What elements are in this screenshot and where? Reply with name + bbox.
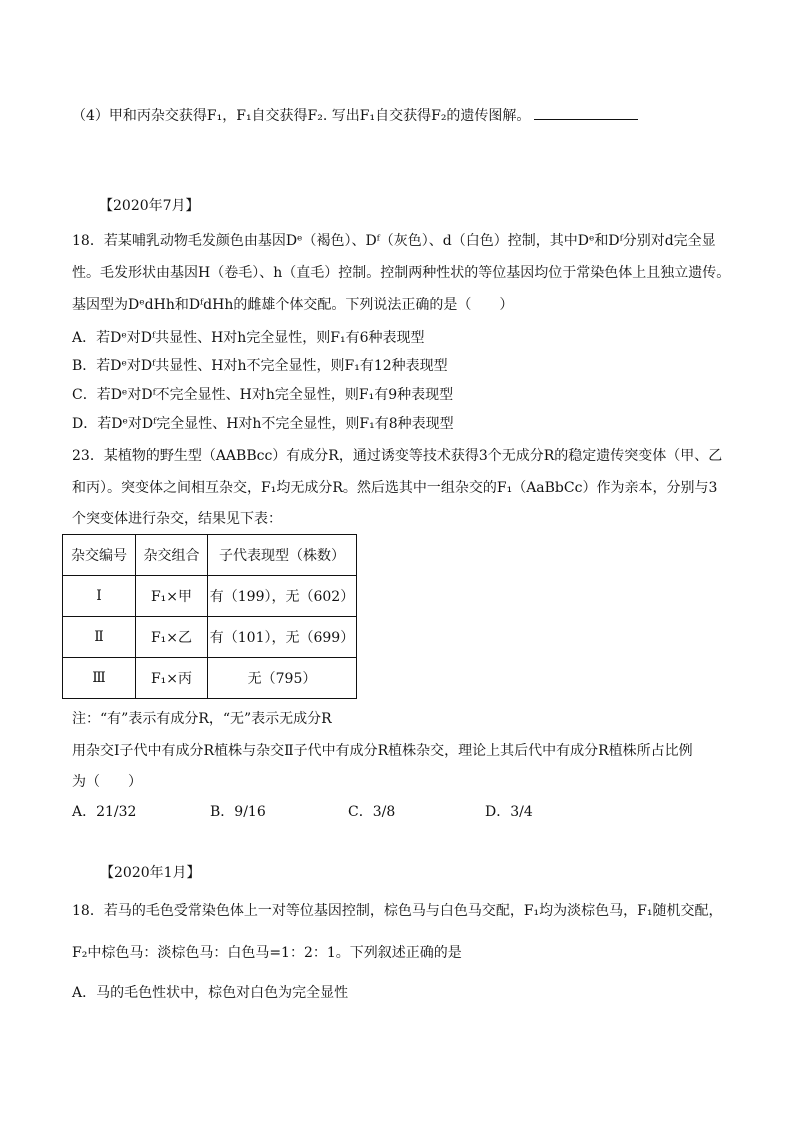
q18a-option-a[interactable]: A．若Dᵉ对Dᶠ共显性、H对h完全显性，则F₁有6种表现型 [72, 330, 425, 346]
table-cell: Ⅰ [63, 576, 136, 617]
q18a-option-d[interactable]: D．若Dᵉ对Dᶠ完全显性、H对h不完全显性，则F₁有8种表现型 [72, 416, 454, 432]
table-cell: Ⅱ [63, 617, 136, 658]
q23-note: 注：“有”表示有成分R，“无”表示无成分R [72, 711, 332, 727]
q23-stem-line-2: 和丙）。突变体之间相互杂交，F₁均无成分R。然后选其中一组杂交的F₁（AaBbCc）作为亲本，分别与3 [72, 480, 718, 496]
q23-option-b[interactable]: B．9/16 [210, 804, 266, 820]
table-cell: 有（199），无（602） [208, 576, 357, 617]
table-header-cell: 子代表现型（株数） [208, 535, 357, 576]
answer-blank[interactable] [534, 105, 638, 120]
table-cell: 无（795） [208, 658, 357, 699]
q23-option-d[interactable]: D．3/4 [485, 804, 533, 820]
table-header-cell: 杂交组合 [136, 535, 208, 576]
table-header-cell: 杂交编号 [63, 535, 136, 576]
q4-stem: （4）甲和丙杂交获得F₁，F₁自交获得F₂. 写出F₁自交获得F₂的遗传图解。 [72, 108, 531, 124]
q23-question-line-2: 为（ ） [72, 774, 142, 790]
table-cell: Ⅲ [63, 658, 136, 699]
table-row [63, 658, 357, 699]
table-cell: 有（101），无（699） [208, 617, 357, 658]
q18a-stem-line-2: 性。毛发形状由基因H（卷毛）、h（直毛）控制。控制两种性状的等位基因均位于常染色体上且独立遗传。 [72, 265, 731, 281]
table-cell: F₁×乙 [136, 617, 208, 658]
q18a-option-c[interactable]: C．若Dᵉ对Dᶠ不完全显性、H对h完全显性，则F₁有9种表现型 [72, 387, 454, 403]
table-row [63, 617, 357, 658]
results-table [62, 534, 357, 699]
table-cell: F₁×甲 [136, 576, 208, 617]
q23-question-line-1: 用杂交Ⅰ子代中有成分R植株与杂交Ⅱ子代中有成分R植株杂交，理论上其后代中有成分R植株所占比例 [72, 743, 693, 759]
q18b-stem-line-1: 18．若马的毛色受常染色体上一对等位基因控制，棕色马与白色马交配，F₁均为淡棕色马，F₁随机交配， [72, 903, 723, 919]
q23-option-c[interactable]: C．3/8 [348, 804, 396, 820]
q18b-option-a[interactable]: A．马的毛色性状中，棕色对白色为完全显性 [72, 985, 349, 1001]
section-header-2020-01: 【2020年1月】 [100, 865, 201, 881]
q18a-option-b[interactable]: B．若Dᵉ对Dᶠ共显性、H对h不完全显性，则F₁有12种表现型 [72, 358, 448, 374]
q18b-stem-line-2: F₂中棕色马：淡棕色马：白色马=1：2：1。下列叙述正确的是 [72, 945, 462, 961]
section-header-2020-07: 【2020年7月】 [99, 198, 200, 214]
q4-text [72, 105, 638, 126]
q23-options [72, 801, 672, 821]
q18a-stem-line-1: 18．若某哺乳动物毛发颜色由基因Dᵉ（褐色）、Dᶠ（灰色）、d（白色）控制，其中Dᵉ和Dᶠ分别对d完全显 [72, 233, 716, 249]
table-header-row [63, 535, 357, 576]
q23-stem-line-1: 23．某植物的野生型（AABBcc）有成分R，通过诱变等技术获得3个无成分R的稳定遗传突变体（甲、乙 [72, 448, 723, 464]
q23-option-a[interactable]: A．21/32 [72, 804, 137, 820]
q18a-stem-line-3: 基因型为DᵉdHh和DᶠdHh的雌雄个体交配。下列说法正确的是（ ） [72, 297, 514, 313]
table-row [63, 576, 357, 617]
q23-stem-line-3: 个突变体进行杂交，结果见下表： [72, 511, 282, 527]
table-cell: F₁×丙 [136, 658, 208, 699]
